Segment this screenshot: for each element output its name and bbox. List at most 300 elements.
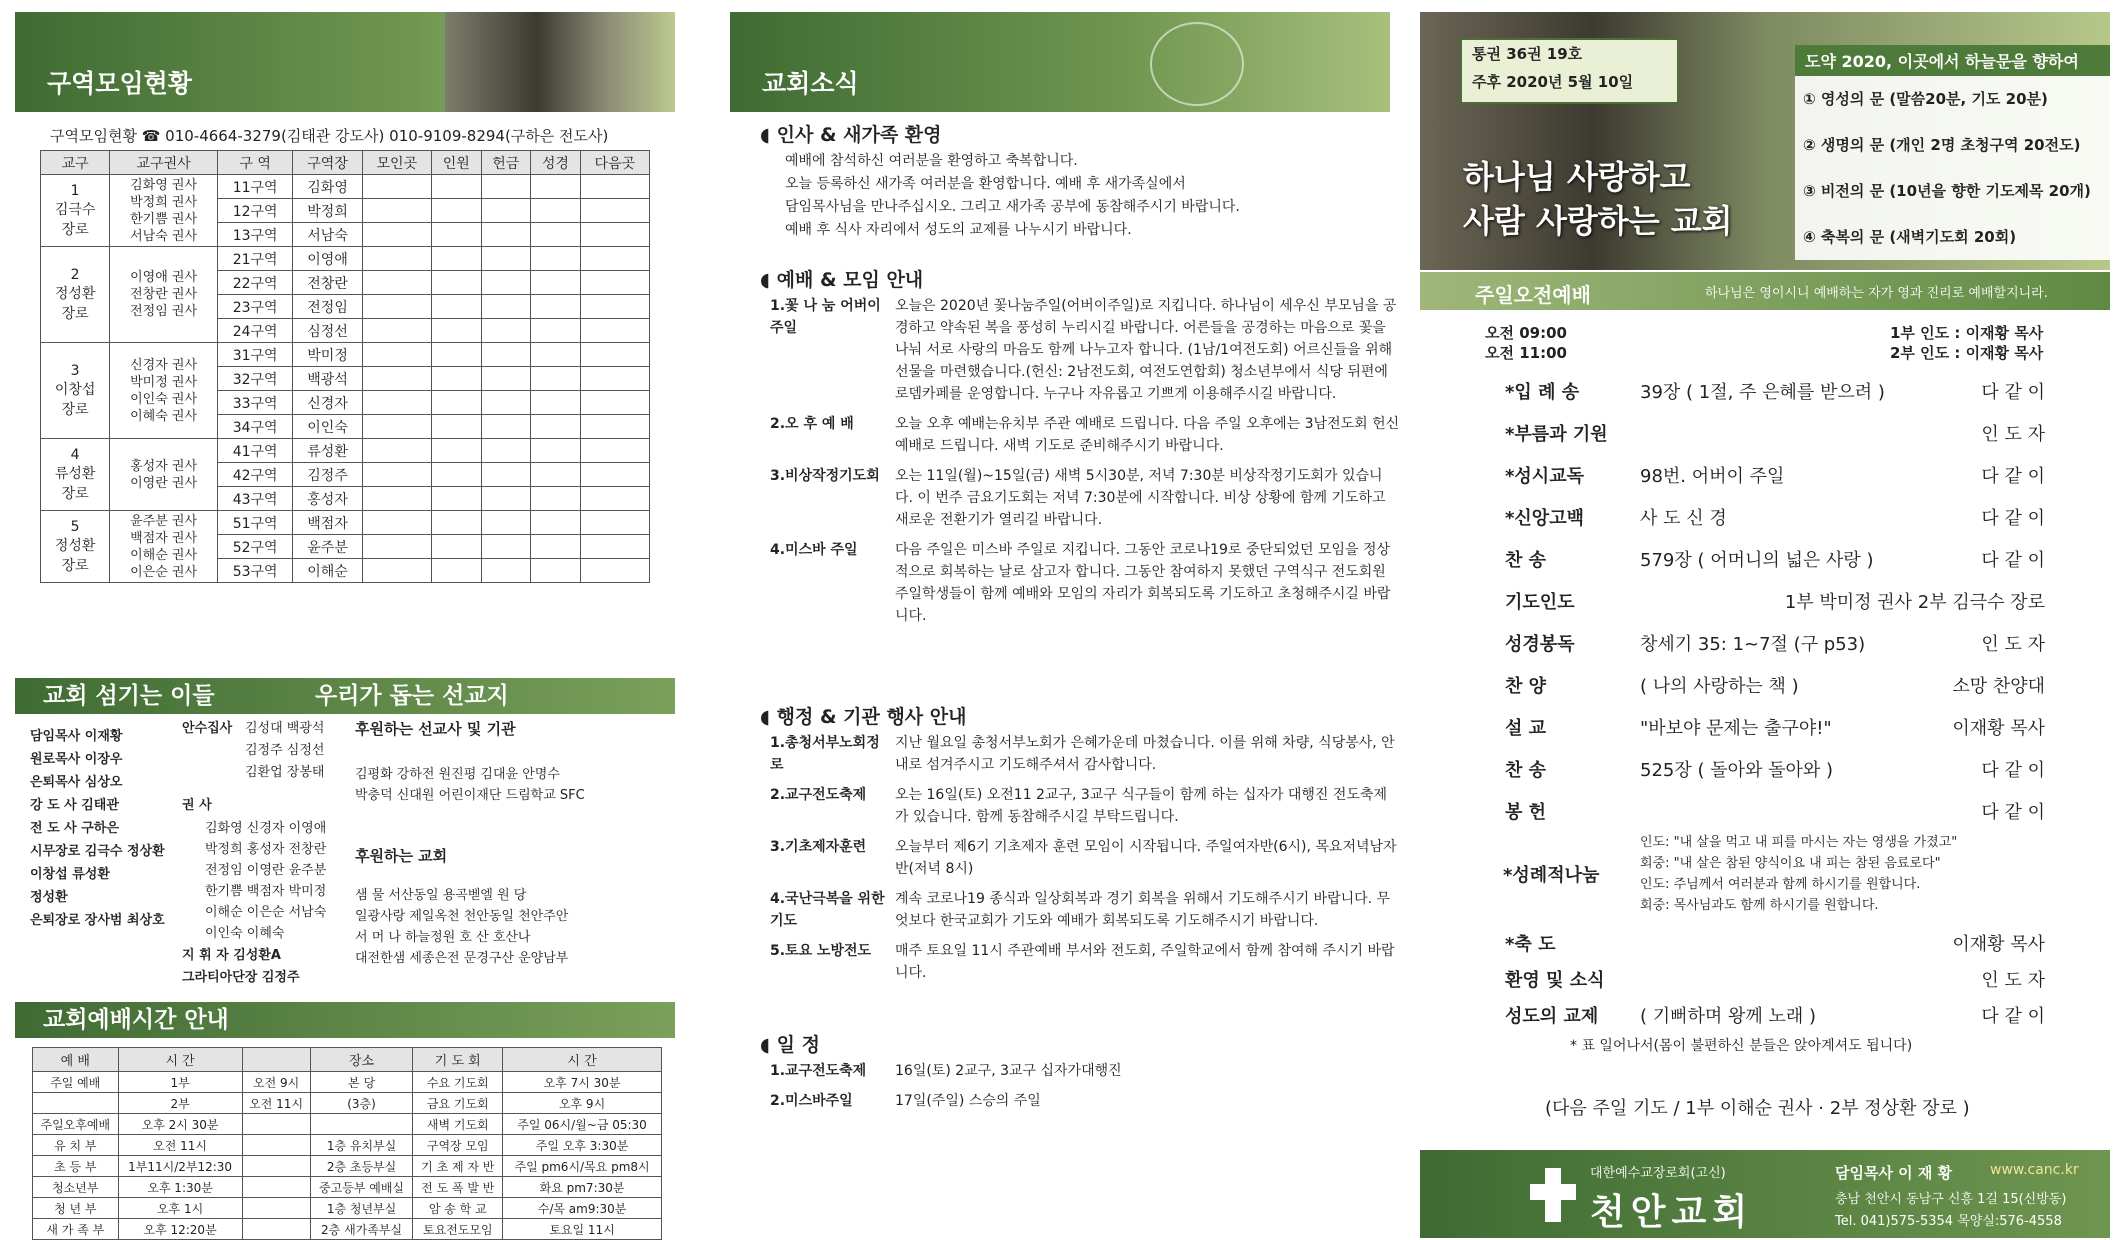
order-person: 이재황 목사 [1952, 718, 2045, 739]
notice-key: 5.토요 노방전도 [770, 943, 872, 959]
order-row [1475, 630, 2085, 664]
table-cell: 1부11시/2부12:30 [118, 1156, 242, 1177]
panel-worship-order [1415, 0, 2120, 1240]
district-leader: 심정선 [293, 319, 362, 343]
empty-cell [431, 271, 481, 295]
empty-cell [531, 319, 581, 343]
notice-text: 오는 11일(월)~15일(금) 새벽 5시30분, 저녁 7:30분 비상작정기도회가 있습니다. 이 번주 금요기도회는 저녁 7:30분에 시작합니다. 비상 상황에 함께 기도하고 새로운 전환기가 열리길 바랍니다. [895, 468, 1386, 528]
empty-cell [431, 463, 481, 487]
district-name: 22구역 [217, 271, 293, 295]
table-cell: 수/목 am9:30분 [503, 1198, 662, 1219]
order-title: 39장 ( 1절, 주 은혜를 받으려 ) [1640, 382, 1885, 403]
notice-text: 오는 16일(토) 오전11 2교구, 3교구 식구들이 함께 하는 십자가 대행진 전도축제가 있습니다. 함께 동참해주시길 부탁드립니다. [895, 787, 1387, 825]
table-cell [310, 1114, 413, 1135]
table-cell: 새벽 기도회 [413, 1114, 503, 1135]
table-cell: 주일오후예배 [33, 1114, 119, 1135]
empty-cell [431, 559, 481, 583]
order-row [1475, 504, 2085, 538]
sacrament-line: 인도: 주님께서 여러분과 함께 하시기를 원합니다. [1640, 877, 1921, 892]
empty-cell [431, 391, 481, 415]
district-name: 52구역 [217, 535, 293, 559]
table-row [41, 439, 650, 463]
notice-text: 오늘 오후 예배는유치부 주관 예배로 드립니다. 다음 주일 오후에는 3남전도회 헌신 예배로 드립니다. 새벽 기도로 준비해주시기 바랍니다. [895, 416, 1400, 454]
order-row [1475, 420, 2085, 454]
order-person: 다 같 이 [1981, 466, 2045, 487]
order-title: 98번. 어버이 주일 [1640, 466, 1785, 487]
churches-list [355, 885, 568, 969]
order-row [1475, 714, 2085, 748]
district-leader: 김정주 [293, 463, 362, 487]
notice-key: 1.교구전도축제 [770, 1063, 867, 1079]
table-header: 예 배 [33, 1048, 119, 1072]
church-subtitle: 후원하는 교회 [355, 847, 448, 865]
group-label: 1 김극수 장로 [41, 175, 110, 247]
order-person: 다 같 이 [1981, 1006, 2045, 1027]
notice-item [770, 836, 1400, 880]
issue-number: 통권 36권 19호 [1472, 45, 1583, 63]
empty-cell [531, 295, 581, 319]
order-person: 다 같 이 [1981, 802, 2045, 823]
contact-line: 구역모임현황 ☎ 010-4664-3279(김태관 강도사) 010-9109-8294(구하은 전도사) [50, 127, 609, 145]
table-cell: 화요 pm7:30분 [503, 1177, 662, 1198]
table-cell: 금요 기도회 [413, 1093, 503, 1114]
empty-cell [431, 247, 481, 271]
page-title: 구역모임현황 [47, 69, 192, 98]
empty-cell [580, 559, 649, 583]
mission-subtitle: 후원하는 선교사 및 기관 [355, 720, 516, 738]
district-name: 24구역 [217, 319, 293, 343]
empty-cell [431, 319, 481, 343]
notice-key: 2.오 후 예 배 [770, 416, 854, 432]
panel-district-meetings [0, 0, 690, 1240]
empty-cell [431, 535, 481, 559]
table-cell: 새 가 족 부 [33, 1219, 119, 1240]
group-members: 신경자 권사 박미정 권사 이인숙 권사 이혜숙 권사 [110, 343, 218, 439]
empty-cell [481, 199, 531, 223]
news-header [730, 12, 1390, 112]
table-cell: 본 당 [310, 1072, 413, 1093]
welcome-line: 담임목사님을 만나주십시오. 그리고 새가족 공부에 동참해주시기 바랍니다. [785, 199, 1240, 215]
missions-title: 우리가 돕는 선교지 [315, 683, 509, 709]
empty-cell [362, 199, 431, 223]
empty-cell [481, 511, 531, 535]
notice-text: 오늘은 2020년 꽃나눔주일(어버이주일)로 지킵니다. 하나님이 세우신 부모님을 공경하고 약속된 복을 풍성히 누리시길 바랍니다. 어른들을 공경하는 마음으로 꽃을 나눠 서로 사랑의 마음도 함께 나누고자 합니다. (1남/1여전도회) 어르신들을 위해 선물을 마련했습니다.(헌신: 2남전도회, 여전도연합회) 청소년부에서 식당 뒤편에 로뎀카페를 운영합니다. 누구나 자유롭고 기쁘게 이용해주시길 바랍니다. [895, 298, 1397, 402]
empty-cell [481, 391, 531, 415]
empty-cell [481, 343, 531, 367]
district-leader: 윤주분 [293, 535, 362, 559]
table-row [41, 175, 650, 199]
district-name: 23구역 [217, 295, 293, 319]
table-cell: 오전 11시 [118, 1135, 242, 1156]
empty-cell [531, 223, 581, 247]
empty-cell [431, 415, 481, 439]
district-name: 34구역 [217, 415, 293, 439]
sacrament-line: 회중: "내 살은 참된 양식이요 내 피는 참된 음료로다" [1640, 856, 1941, 871]
kwonsa-item: 이인숙 이혜숙 [205, 926, 285, 941]
empty-cell [431, 343, 481, 367]
empty-cell [431, 511, 481, 535]
section-welcome: ◖ 인사 & 새가족 환영 [760, 124, 942, 146]
notice-key: 4.국난극복을 위한 기도 [770, 891, 885, 929]
table-cell: 오후 9시 [503, 1093, 662, 1114]
order-item: 찬 송 [1505, 760, 1547, 781]
district-leader: 이영애 [293, 247, 362, 271]
church-item: 대전한샘 세종은전 문경구산 운양남부 [355, 951, 569, 966]
table-row [33, 1198, 662, 1219]
kwonsa-title: 권 사 [182, 798, 212, 813]
time-2: 오전 11:00 [1485, 344, 1567, 362]
empty-cell [531, 175, 581, 199]
order-person: 다 같 이 [1981, 760, 2045, 781]
empty-cell [531, 439, 581, 463]
order-person: 인 도 자 [1981, 424, 2045, 445]
notice-item [770, 413, 1400, 457]
pastor: 담임목사 이 재 황 [1835, 1164, 1953, 1182]
kwonsa-item: 전정임 이영란 윤주분 [205, 863, 327, 878]
notice-item [770, 465, 1400, 531]
welcome-line: 오늘 등록하신 새가족 여러분을 환영합니다. 예배 후 새가족실에서 [785, 176, 1186, 192]
table-header: 교구 [41, 151, 110, 175]
district-leader: 백광석 [293, 367, 362, 391]
empty-cell [531, 343, 581, 367]
district-name: 21구역 [217, 247, 293, 271]
table-cell: 오후 7시 30분 [503, 1072, 662, 1093]
conductor-item: 지 휘 자 김성환A [182, 948, 281, 963]
empty-cell [580, 487, 649, 511]
group-members: 홍성자 권사 이영란 권사 [110, 439, 218, 511]
notice-key: 3.기초제자훈련 [770, 839, 867, 855]
church-item: 일광사랑 제일옥천 천안동일 천안주안 [355, 909, 569, 924]
empty-cell [362, 319, 431, 343]
order-item: *신앙고백 [1505, 508, 1584, 529]
table-cell: 오전 9시 [242, 1072, 310, 1093]
empty-cell [531, 199, 581, 223]
empty-cell [580, 463, 649, 487]
table-row [33, 1177, 662, 1198]
table-header: 교구권사 [110, 151, 218, 175]
empty-cell [362, 367, 431, 391]
table-cell: 2층 초등부실 [310, 1156, 413, 1177]
servant-item: 전 도 사 구하은 [30, 821, 119, 836]
worship-title: 교회예배시간 안내 [43, 1007, 229, 1033]
issue-box [1460, 38, 1679, 104]
table-row [33, 1114, 662, 1135]
empty-cell [431, 439, 481, 463]
leader-2: 2부 인도 : 이재황 목사 [1890, 344, 2044, 362]
footer [1420, 1150, 2110, 1238]
door-item: ③ 비전의 문 (10년을 향한 기도제목 20개) [1803, 182, 2091, 200]
kwonsa-item: 박정희 홍성자 전창란 [205, 842, 327, 857]
table-row [33, 1156, 662, 1177]
group-label: 3 이창섭 장로 [41, 343, 110, 439]
order-person: 인 도 자 [1981, 634, 2045, 655]
sacrament-label: *성례적나눔 [1503, 865, 1600, 886]
group-label: 5 정성환 장로 [41, 511, 110, 583]
notice-item [770, 732, 1400, 776]
empty-cell [362, 559, 431, 583]
empty-cell [531, 247, 581, 271]
order-row [1475, 966, 2085, 1000]
servants-list [30, 725, 180, 932]
table-cell: (3층) [310, 1093, 413, 1114]
district-leader: 박정희 [293, 199, 362, 223]
empty-cell [431, 223, 481, 247]
empty-cell [531, 559, 581, 583]
servant-item: 은퇴장로 장사범 최상호 [30, 913, 165, 928]
district-name: 11구역 [217, 175, 293, 199]
table-cell: 주일 오후 3:30분 [503, 1135, 662, 1156]
order-title: 사 도 신 경 [1640, 508, 1727, 529]
empty-cell [481, 559, 531, 583]
welcome-line: 예배에 참석하신 여러분을 환영하고 축복합니다. [785, 153, 1078, 169]
table-row [41, 511, 650, 535]
district-name: 51구역 [217, 511, 293, 535]
table-header: 시 간 [118, 1048, 242, 1072]
missionaries-2: 박충덕 신대원 어린이재단 드림학교 SFC [355, 788, 585, 803]
sacrament-line: 회중: 목사님과도 함께 하시기를 원합니다. [1640, 898, 1879, 913]
notice-key: 3.비상작정기도회 [770, 468, 880, 484]
cross-logo-icon [1530, 1168, 1576, 1222]
empty-cell [362, 415, 431, 439]
servant-item: 이창섭 류성환 [30, 867, 110, 882]
worship-time-table [32, 1047, 662, 1240]
empty-cell [580, 535, 649, 559]
order-item: 성도의 교제 [1505, 1006, 1599, 1027]
notice-key: 2.미스바주일 [770, 1093, 853, 1109]
order-item: 설 교 [1505, 718, 1547, 739]
table-cell: 중고등부 예배실 [310, 1177, 413, 1198]
order-row [1475, 546, 2085, 580]
table-header: 시 간 [503, 1048, 662, 1072]
worship-notices [770, 295, 1400, 635]
table-cell: 오후 1시 [118, 1198, 242, 1219]
order-row [1475, 1002, 2085, 1036]
notice-item [770, 539, 1400, 627]
empty-cell [362, 463, 431, 487]
empty-cell [362, 439, 431, 463]
stand-note: * 표 일어나서(몸이 불편하신 분들은 앉아계셔도 됩니다) [1570, 1038, 1913, 1054]
verse: 하나님은 영이시니 예배하는 자가 영과 진리로 예배할지니라. [1705, 286, 2048, 301]
order-row [1475, 798, 2085, 832]
district-name: 12구역 [217, 199, 293, 223]
table-row [41, 343, 650, 367]
section-admin: ◖ 행정 & 기관 행사 안내 [760, 706, 967, 728]
table-cell: 수요 기도회 [413, 1072, 503, 1093]
order-person: 다 같 이 [1981, 508, 2045, 529]
order-row [1475, 756, 2085, 790]
empty-cell [580, 223, 649, 247]
empty-cell [481, 535, 531, 559]
table-cell: 구역장 모임 [413, 1135, 503, 1156]
table-cell: 청 년 부 [33, 1198, 119, 1219]
district-leader: 류성환 [293, 439, 362, 463]
order-person: 소망 찬양대 [1952, 676, 2045, 697]
next-prayer: (다음 주일 기도 / 1부 이해순 권사 · 2부 정상환 장로 ) [1545, 1098, 1970, 1119]
empty-cell [362, 295, 431, 319]
order-item: *축 도 [1505, 934, 1556, 955]
website[interactable]: www.canc.kr [1990, 1162, 2079, 1178]
table-row [33, 1219, 662, 1240]
empty-cell [481, 295, 531, 319]
order-row [1475, 378, 2085, 412]
order-title: 525장 ( 돌아와 돌아와 ) [1640, 760, 1834, 781]
order-row [1475, 462, 2085, 496]
table-cell [242, 1135, 310, 1156]
welcome-line: 예배 후 식사 자리에서 성도의 교제를 나누시기 바랍니다. [785, 222, 1132, 238]
servant-item: 정성환 [30, 890, 68, 905]
district-leader: 홍성자 [293, 487, 362, 511]
empty-cell [481, 463, 531, 487]
slogan-box [1795, 45, 2110, 260]
table-header: 다음곳 [580, 151, 649, 175]
empty-cell [531, 271, 581, 295]
order-item: 찬 양 [1505, 676, 1547, 697]
empty-cell [431, 295, 481, 319]
district-leader: 전정임 [293, 295, 362, 319]
district-leader: 김화영 [293, 175, 362, 199]
notice-key: 2.교구전도축제 [770, 787, 867, 803]
section-worship: ◖ 예배 & 모임 안내 [760, 269, 924, 291]
empty-cell [362, 391, 431, 415]
order-row [1475, 588, 2085, 622]
table-cell: 오전 11시 [242, 1093, 310, 1114]
empty-cell [531, 391, 581, 415]
table-cell: 2층 새가족부실 [310, 1219, 413, 1240]
empty-cell [362, 487, 431, 511]
order-person: 이재황 목사 [1952, 934, 2045, 955]
door-item: ② 생명의 문 (개인 2명 초청구역 20전도) [1803, 136, 2081, 154]
empty-cell [580, 199, 649, 223]
district-name: 32구역 [217, 367, 293, 391]
order-item: 기도인도 [1505, 592, 1575, 613]
header-banner [15, 12, 675, 112]
table-header [242, 1048, 310, 1072]
table-header: 장소 [310, 1048, 413, 1072]
district-name: 33구역 [217, 391, 293, 415]
empty-cell [362, 535, 431, 559]
worship-bar [15, 1002, 675, 1038]
district-leader: 백점자 [293, 511, 362, 535]
empty-cell [481, 247, 531, 271]
empty-cell [580, 295, 649, 319]
table-cell: 주일 예배 [33, 1072, 119, 1093]
order-title: "바보야 문제는 출구야!" [1640, 718, 1832, 739]
denomination: 대한예수교장로회(고신) [1590, 1166, 1726, 1181]
table-cell: 오후 1:30분 [118, 1177, 242, 1198]
empty-cell [431, 367, 481, 391]
order-item: *부름과 기원 [1505, 424, 1608, 445]
order-person: 1부 박미정 권사 2부 김극수 장로 [1784, 592, 2045, 613]
group-label: 2 정성환 장로 [41, 247, 110, 343]
table-row [33, 1135, 662, 1156]
phone: Tel. 041)575-5354 목양실:576-4558 [1835, 1214, 2062, 1229]
order-title: 579장 ( 어머니의 넓은 사랑 ) [1640, 550, 1874, 571]
district-name: 41구역 [217, 439, 293, 463]
kwonsa-item: 이해순 이은순 서남숙 [205, 905, 327, 920]
empty-cell [580, 511, 649, 535]
district-leader: 박미정 [293, 343, 362, 367]
church-item: 샘 물 서산동일 용곡벧엘 원 당 [355, 888, 527, 903]
deacons-names: 김성대 백광석 김정주 심정선 김환업 장봉태 [245, 721, 325, 780]
table-cell [242, 1198, 310, 1219]
order-person: 다 같 이 [1981, 550, 2045, 571]
table-cell [242, 1156, 310, 1177]
district-leader: 서남숙 [293, 223, 362, 247]
table-header: 인원 [431, 151, 481, 175]
empty-cell [362, 271, 431, 295]
notice-item [770, 295, 1400, 405]
address: 충남 천안시 동남구 신흥 1길 15(신방동) [1835, 1192, 2067, 1207]
admin-notices [770, 732, 1400, 992]
tree-photo [445, 12, 675, 112]
empty-cell [431, 199, 481, 223]
district-leader: 이해순 [293, 559, 362, 583]
table-cell: 초 등 부 [33, 1156, 119, 1177]
kwonsa-item: 김화영 신경자 이영애 [205, 821, 327, 836]
servant-item: 강 도 사 김태관 [30, 798, 119, 813]
table-row [41, 247, 650, 271]
table-cell: 암 송 학 교 [413, 1198, 503, 1219]
empty-cell [481, 319, 531, 343]
district-leader: 신경자 [293, 391, 362, 415]
church-name: 천안교회 [1590, 1192, 1754, 1233]
table-cell [33, 1093, 119, 1114]
notice-text: 지난 월요일 총청서부노회가 은혜가운데 마쳤습니다. 이를 위해 차량, 식당봉사, 안내로 섬겨주시고 기도해주셔서 감사합니다. [895, 735, 1395, 773]
empty-cell [431, 487, 481, 511]
table-cell [242, 1219, 310, 1240]
group-label: 4 류성환 장로 [41, 439, 110, 511]
table-header: 구역장 [293, 151, 362, 175]
service-bar [1420, 272, 2110, 310]
table-cell: 1층 유치부실 [310, 1135, 413, 1156]
order-person: 인 도 자 [1981, 970, 2045, 991]
group-members: 이영애 권사 전창란 권사 전정임 권사 [110, 247, 218, 343]
table-cell: 1부 [118, 1072, 242, 1093]
empty-cell [531, 415, 581, 439]
district-leader: 전창란 [293, 271, 362, 295]
service-title: 주일오전예배 [1475, 283, 1591, 307]
empty-cell [481, 175, 531, 199]
flower-icon [1150, 22, 1244, 106]
welcome-text [785, 150, 1240, 242]
servant-item: 원로목사 이장우 [30, 752, 123, 767]
table-cell [242, 1114, 310, 1135]
leader-1: 1부 인도 : 이재황 목사 [1890, 324, 2044, 342]
notice-item [770, 1060, 1400, 1082]
servants-bar [15, 678, 675, 714]
order-item: 환영 및 소식 [1505, 970, 1605, 991]
notice-text: 17일(주일) 스승의 주일 [895, 1093, 1041, 1109]
servant-item: 시무장로 김극수 정상환 [30, 844, 165, 859]
sacrament-line: 인도: "내 살을 먹고 내 피를 마시는 자는 영생을 가졌고" [1640, 835, 1958, 850]
order-row [1475, 672, 2085, 706]
panel-church-news [730, 0, 1400, 1240]
notice-text: 계속 코로나19 종식과 일상회복과 경기 회복을 위해서 기도해주시기 바랍니다. 무엇보다 한국교회가 기도와 예배가 회복되도록 기도해주시기 바랍니다. [895, 891, 1391, 929]
door-item: ④ 축복의 문 (새벽기도회 20회) [1803, 228, 2017, 246]
empty-cell [481, 271, 531, 295]
district-name: 53구역 [217, 559, 293, 583]
table-header: 모인곳 [362, 151, 431, 175]
servant-item: 은퇴목사 심상오 [30, 775, 123, 790]
empty-cell [481, 439, 531, 463]
empty-cell [580, 175, 649, 199]
order-title: ( 기뻐하며 왕께 노래 ) [1640, 1006, 1817, 1027]
servant-item: 담임목사 이재황 [30, 729, 123, 744]
order-title: ( 나의 사랑하는 책 ) [1640, 676, 1799, 697]
notice-text: 매주 토요일 11시 주관예배 부서와 전도회, 주일학교에서 함께 참여해 주시기 바랍니다. [895, 943, 1395, 981]
empty-cell [481, 415, 531, 439]
table-cell: 전 도 폭 발 반 [413, 1177, 503, 1198]
